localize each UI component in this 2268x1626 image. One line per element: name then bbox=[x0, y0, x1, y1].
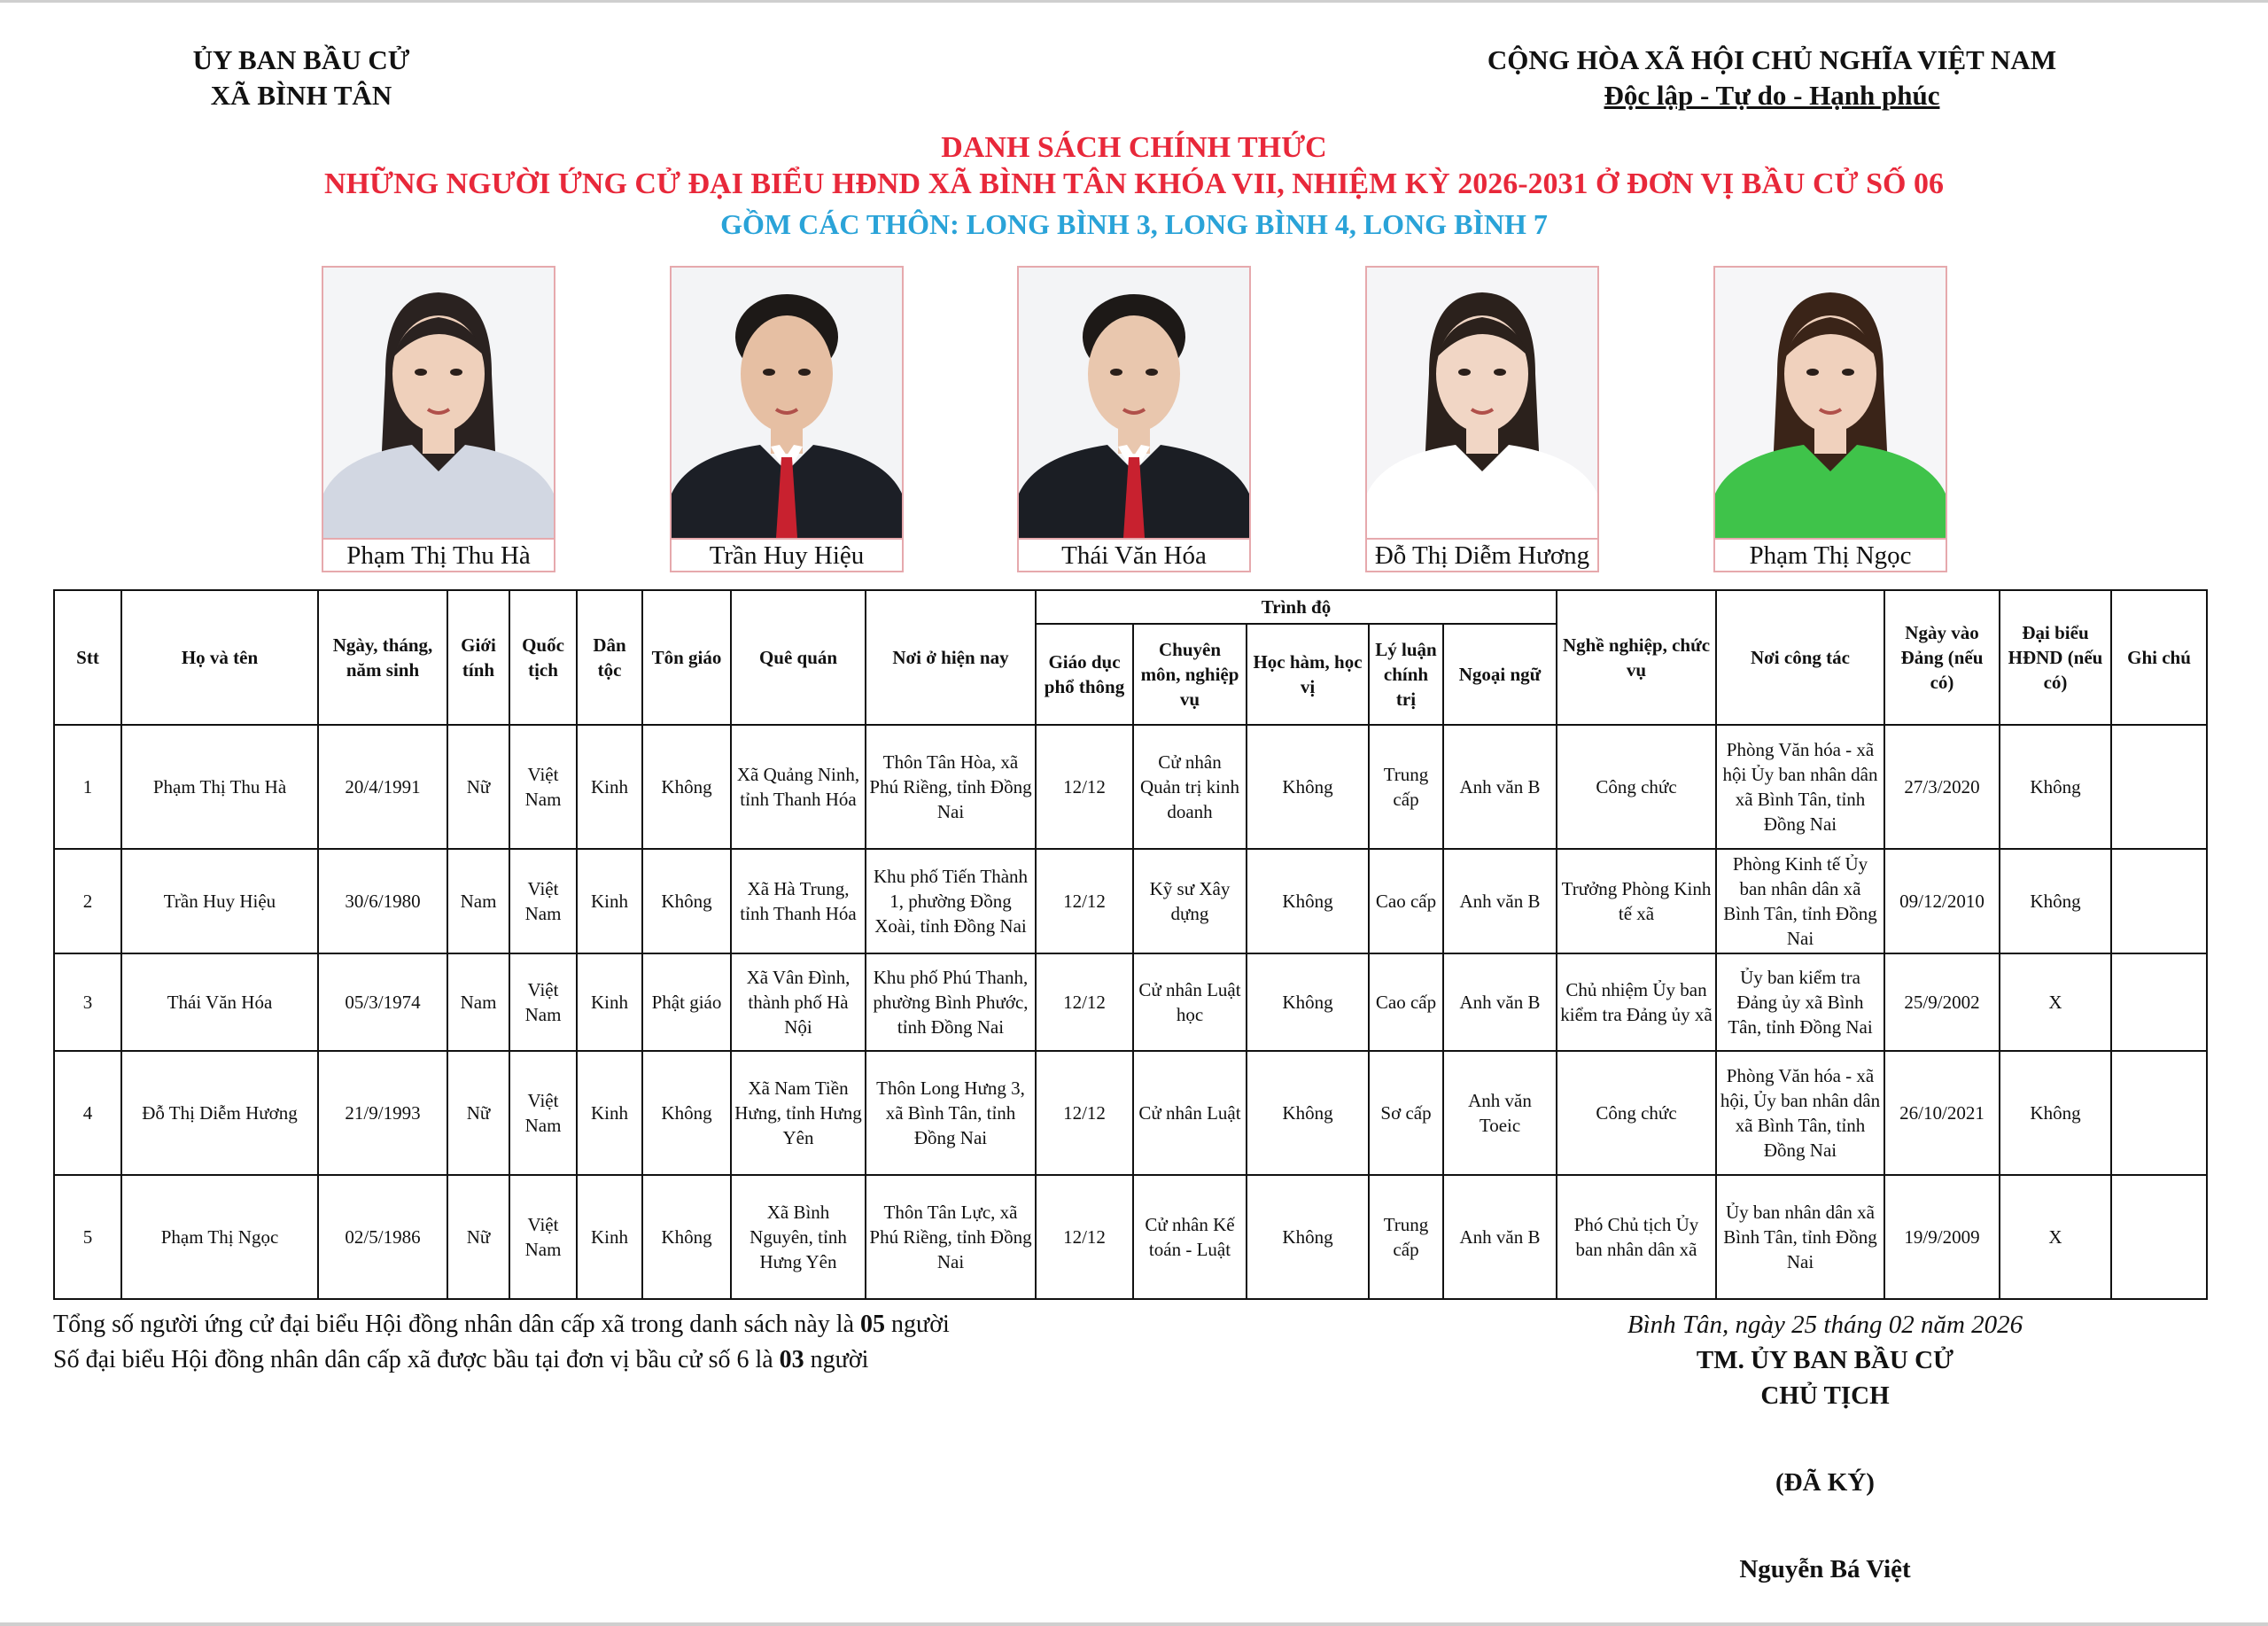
cell-nationality: Việt Nam bbox=[509, 1175, 577, 1299]
cell-note bbox=[2111, 1051, 2207, 1175]
cell-specialty: Cử nhân Luật bbox=[1133, 1051, 1247, 1175]
cell-name: Thái Văn Hóa bbox=[121, 953, 318, 1051]
signer-name: Nguyễn Bá Việt bbox=[1739, 1555, 1911, 1583]
cell-nationality: Việt Nam bbox=[509, 849, 577, 953]
candidate-photo-card bbox=[670, 266, 904, 572]
cell-occupation: Trưởng Phòng Kinh tế xã bbox=[1557, 849, 1716, 953]
header-occupation: Nghề nghiệp, chức vụ bbox=[1557, 590, 1716, 725]
cell-workplace: Ủy ban nhân dân xã Bình Tân, tỉnh Đồng Nai bbox=[1716, 1175, 1884, 1299]
top-border bbox=[0, 0, 2268, 3]
cell-gender: Nữ bbox=[447, 725, 509, 849]
cell-politics: Trung cấp bbox=[1369, 1175, 1443, 1299]
header-religion: Tôn giáo bbox=[642, 590, 731, 725]
cell-workplace: Phòng Văn hóa - xã hội Ủy ban nhân dân xã Bình Tân, tỉnh Đồng Nai bbox=[1716, 725, 1884, 849]
cell-name: Đỗ Thị Diễm Hương bbox=[121, 1051, 318, 1175]
cell-hometown: Xã Quảng Ninh, tỉnh Thanh Hóa bbox=[731, 725, 866, 849]
cell-gender: Nam bbox=[447, 849, 509, 953]
signature-block bbox=[1524, 1307, 2126, 1587]
cell-language: Anh văn B bbox=[1443, 725, 1557, 849]
header-ethnicity: Dân tộc bbox=[577, 590, 642, 725]
cell-nationality: Việt Nam bbox=[509, 953, 577, 1051]
place-date: Bình Tân, ngày 25 tháng 02 năm 2026 bbox=[1627, 1311, 2023, 1339]
cell-ethnicity: Kinh bbox=[577, 1051, 642, 1175]
cell-degree: Không bbox=[1247, 953, 1369, 1051]
header-degree: Học hàm, học vị bbox=[1247, 624, 1369, 725]
cell-dob: 20/4/1991 bbox=[318, 725, 447, 849]
cell-language: Anh văn B bbox=[1443, 1175, 1557, 1299]
cell-hdnd: Không bbox=[2000, 725, 2111, 849]
candidate-photo-card bbox=[1713, 266, 1947, 572]
cell-hometown: Xã Nam Tiền Hưng, tỉnh Hưng Yên bbox=[731, 1051, 866, 1175]
cell-note bbox=[2111, 849, 2207, 953]
cell-ethnicity: Kinh bbox=[577, 849, 642, 953]
cell-nationality: Việt Nam bbox=[509, 725, 577, 849]
cell-specialty: Cử nhân Quản trị kinh doanh bbox=[1133, 725, 1247, 849]
cell-dob: 02/5/1986 bbox=[318, 1175, 447, 1299]
header-hometown: Quê quán bbox=[731, 590, 866, 725]
candidate-photo-caption: Phạm Thị Thu Hà bbox=[323, 538, 554, 571]
header-specialty: Chuyên môn, nghiệp vụ bbox=[1133, 624, 1247, 725]
header-workplace: Nơi công tác bbox=[1716, 590, 1884, 725]
cell-religion: Không bbox=[642, 725, 731, 849]
candidate-photo-caption: Thái Văn Hóa bbox=[1019, 538, 1249, 571]
cell-note bbox=[2111, 1175, 2207, 1299]
summary-elected-text: Số đại biểu Hội đồng nhân dân cấp xã được bầu tại đơn vị bầu cử số 6 là bbox=[53, 1346, 773, 1373]
cell-hometown: Xã Vân Đình, thành phố Hà Nội bbox=[731, 953, 866, 1051]
cell-note bbox=[2111, 953, 2207, 1051]
cell-dob: 21/9/1993 bbox=[318, 1051, 447, 1175]
portrait-photo bbox=[1367, 268, 1597, 538]
document-subtitle: NHỮNG NGƯỜI ỨNG CỬ ĐẠI BIỂU HĐND XÃ BÌNH TÂN KHÓA VII, NHIỆM KỲ 2026-2031 Ở ĐƠN VỊ BẦU CỬ SỐ 06 bbox=[324, 167, 1944, 200]
national-title: CỘNG HÒA XÃ HỘI CHỦ NGHĨA VIỆT NAM bbox=[1487, 44, 2057, 75]
cell-stt: 2 bbox=[54, 849, 121, 953]
cell-education: 12/12 bbox=[1036, 1175, 1133, 1299]
header-politics: Lý luận chính trị bbox=[1369, 624, 1443, 725]
cell-religion: Không bbox=[642, 1175, 731, 1299]
summary-total-unit: người bbox=[891, 1311, 950, 1338]
table-row bbox=[54, 953, 2207, 1051]
portrait-photo bbox=[672, 268, 902, 538]
cell-degree: Không bbox=[1247, 725, 1369, 849]
portrait-photo bbox=[323, 268, 554, 538]
candidate-photo-caption: Đỗ Thị Diễm Hương bbox=[1367, 538, 1597, 571]
cell-language: Anh văn B bbox=[1443, 953, 1557, 1051]
cell-nationality: Việt Nam bbox=[509, 1051, 577, 1175]
cell-politics: Sơ cấp bbox=[1369, 1051, 1443, 1175]
cell-occupation: Công chức bbox=[1557, 725, 1716, 849]
portrait-image bbox=[672, 268, 902, 538]
summary-total-text: Tổng số người ứng cử đại biểu Hội đồng nhân dân cấp xã trong danh sách này là bbox=[53, 1311, 855, 1338]
cell-gender: Nam bbox=[447, 953, 509, 1051]
cell-religion: Không bbox=[642, 849, 731, 953]
table-body bbox=[54, 725, 2207, 1299]
candidate-photo-caption: Phạm Thị Ngọc bbox=[1715, 538, 1946, 571]
cell-residence: Thôn Tân Hòa, xã Phú Riềng, tỉnh Đồng Nai bbox=[866, 725, 1036, 849]
portrait-photo bbox=[1715, 268, 1946, 538]
portrait-image bbox=[1019, 268, 1249, 538]
cell-stt: 5 bbox=[54, 1175, 121, 1299]
candidate-photo-card bbox=[322, 266, 555, 572]
cell-name: Phạm Thị Thu Hà bbox=[121, 725, 318, 849]
cell-degree: Không bbox=[1247, 1175, 1369, 1299]
cell-education: 12/12 bbox=[1036, 849, 1133, 953]
header-nationality: Quốc tịch bbox=[509, 590, 577, 725]
header-note: Ghi chú bbox=[2111, 590, 2207, 725]
cell-gender: Nữ bbox=[447, 1175, 509, 1299]
cell-occupation: Phó Chủ tịch Ủy ban nhân dân xã bbox=[1557, 1175, 1716, 1299]
cell-language: Anh văn B bbox=[1443, 849, 1557, 953]
cell-party-date: 19/9/2009 bbox=[1884, 1175, 2000, 1299]
cell-hdnd: Không bbox=[2000, 1051, 2111, 1175]
cell-specialty: Cử nhân Kế toán - Luật bbox=[1133, 1175, 1247, 1299]
cell-specialty: Kỹ sư Xây dựng bbox=[1133, 849, 1247, 953]
cell-dob: 30/6/1980 bbox=[318, 849, 447, 953]
cell-religion: Phật giáo bbox=[642, 953, 731, 1051]
cell-note bbox=[2111, 725, 2207, 849]
cell-stt: 3 bbox=[54, 953, 121, 1051]
cell-hdnd: Không bbox=[2000, 849, 2111, 953]
issuer-header bbox=[168, 43, 434, 113]
portrait-image bbox=[323, 268, 554, 538]
cell-residence: Thôn Tân Lực, xã Phú Riềng, tỉnh Đồng Nai bbox=[866, 1175, 1036, 1299]
summary-elected-count: 03 bbox=[779, 1346, 804, 1373]
cell-hometown: Xã Hà Trung, tỉnh Thanh Hóa bbox=[731, 849, 866, 953]
header-gender: Giới tính bbox=[447, 590, 509, 725]
cell-education: 12/12 bbox=[1036, 725, 1133, 849]
header-name: Họ và tên bbox=[121, 590, 318, 725]
cell-party-date: 09/12/2010 bbox=[1884, 849, 2000, 953]
cell-education: 12/12 bbox=[1036, 953, 1133, 1051]
portrait-image bbox=[1715, 268, 1946, 538]
cell-hdnd: X bbox=[2000, 953, 2111, 1051]
cell-stt: 1 bbox=[54, 725, 121, 849]
cell-workplace: Phòng Kinh tế Ủy ban nhân dân xã Bình Tân, tỉnh Đồng Nai bbox=[1716, 849, 1884, 953]
issuer-line2: XÃ BÌNH TÂN bbox=[210, 80, 392, 111]
summary-line-elected bbox=[53, 1342, 950, 1378]
cell-specialty: Cử nhân Luật học bbox=[1133, 953, 1247, 1051]
cell-ethnicity: Kinh bbox=[577, 725, 642, 849]
cell-residence: Thôn Long Hưng 3, xã Bình Tân, tỉnh Đồng Nai bbox=[866, 1051, 1036, 1175]
cell-degree: Không bbox=[1247, 849, 1369, 953]
cell-occupation: Chủ nhiệm Ủy ban kiểm tra Đảng ủy xã bbox=[1557, 953, 1716, 1051]
candidate-photo-caption: Trần Huy Hiệu bbox=[672, 538, 902, 571]
cell-politics: Cao cấp bbox=[1369, 953, 1443, 1051]
cell-residence: Khu phố Phú Thanh, phường Bình Phước, tỉnh Đồng Nai bbox=[866, 953, 1036, 1051]
cell-workplace: Ủy ban kiểm tra Đảng ủy xã Bình Tân, tỉnh Đồng Nai bbox=[1716, 953, 1884, 1051]
bottom-border bbox=[0, 1622, 2268, 1626]
header-language: Ngoại ngữ bbox=[1443, 624, 1557, 725]
document-title: DANH SÁCH CHÍNH THỨC bbox=[941, 131, 1327, 164]
portrait-image bbox=[1367, 268, 1597, 538]
cell-ethnicity: Kinh bbox=[577, 1175, 642, 1299]
cell-name: Trần Huy Hiệu bbox=[121, 849, 318, 953]
cell-dob: 05/3/1974 bbox=[318, 953, 447, 1051]
summary-line-total bbox=[53, 1307, 950, 1342]
summary-total-count: 05 bbox=[860, 1311, 886, 1338]
signed-mark: (ĐÃ KÝ) bbox=[1775, 1468, 1875, 1497]
portrait-photo bbox=[1019, 268, 1249, 538]
header-education: Giáo dục phổ thông bbox=[1036, 624, 1133, 725]
cell-gender: Nữ bbox=[447, 1051, 509, 1175]
cell-language: Anh văn Toeic bbox=[1443, 1051, 1557, 1175]
signer-position: CHỦ TỊCH bbox=[1760, 1381, 1890, 1410]
cell-religion: Không bbox=[642, 1051, 731, 1175]
candidate-photo-card bbox=[1017, 266, 1251, 572]
summary-notes bbox=[53, 1307, 950, 1378]
cell-hometown: Xã Bình Nguyên, tỉnh Hưng Yên bbox=[731, 1175, 866, 1299]
header-hdnd: Đại biểu HĐND (nếu có) bbox=[2000, 590, 2111, 725]
cell-name: Phạm Thị Ngọc bbox=[121, 1175, 318, 1299]
cell-education: 12/12 bbox=[1036, 1051, 1133, 1175]
cell-party-date: 27/3/2020 bbox=[1884, 725, 2000, 849]
candidate-photo-card bbox=[1365, 266, 1599, 572]
table-row bbox=[54, 1175, 2207, 1299]
national-header bbox=[1471, 43, 2073, 113]
table-row bbox=[54, 1051, 2207, 1175]
cell-ethnicity: Kinh bbox=[577, 953, 642, 1051]
cell-politics: Cao cấp bbox=[1369, 849, 1443, 953]
cell-residence: Khu phố Tiến Thành 1, phường Đồng Xoài, tỉnh Đồng Nai bbox=[866, 849, 1036, 953]
table-row bbox=[54, 849, 2207, 953]
cell-degree: Không bbox=[1247, 1051, 1369, 1175]
header-stt: Stt bbox=[54, 590, 121, 725]
summary-elected-unit: người bbox=[810, 1346, 869, 1373]
cell-occupation: Công chức bbox=[1557, 1051, 1716, 1175]
cell-workplace: Phòng Văn hóa - xã hội, Ủy ban nhân dân xã Bình Tân, tỉnh Đồng Nai bbox=[1716, 1051, 1884, 1175]
national-motto: Độc lập - Tự do - Hạnh phúc bbox=[1604, 80, 1940, 111]
document-area: GỒM CÁC THÔN: LONG BÌNH 3, LONG BÌNH 4, LONG BÌNH 7 bbox=[720, 208, 1548, 240]
cell-stt: 4 bbox=[54, 1051, 121, 1175]
cell-politics: Trung cấp bbox=[1369, 725, 1443, 849]
header-qualification-group: Trình độ bbox=[1036, 590, 1557, 624]
signing-organization: TM. ỦY BAN BẦU CỬ bbox=[1696, 1346, 1954, 1374]
candidate-table bbox=[53, 589, 2208, 1300]
cell-party-date: 25/9/2002 bbox=[1884, 953, 2000, 1051]
table-row bbox=[54, 725, 2207, 849]
cell-party-date: 26/10/2021 bbox=[1884, 1051, 2000, 1175]
cell-hdnd: X bbox=[2000, 1175, 2111, 1299]
header-party-date: Ngày vào Đảng (nếu có) bbox=[1884, 590, 2000, 725]
header-residence: Nơi ở hiện nay bbox=[866, 590, 1036, 725]
issuer-line1: ỦY BAN BẦU CỬ bbox=[192, 44, 410, 75]
header-dob: Ngày, tháng, năm sinh bbox=[318, 590, 447, 725]
